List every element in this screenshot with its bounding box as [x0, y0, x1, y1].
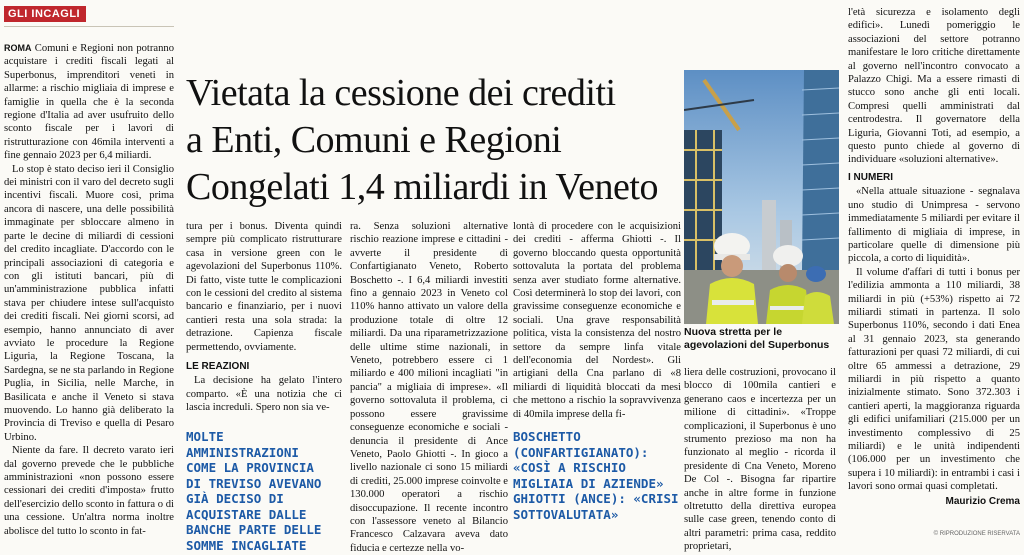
article-column-2 — [186, 220, 342, 415]
col5-paragraph-1: liera delle costruzioni, provocano il blocco di 100mila cantieri e generano caos e incertezza per un milione di cittadini». «Troppe complicazioni, il Superbonus è uno strumento prezioso ma non ha funzionato al meglio - ricorda il presidente di Cna Veneto, Moreno De Col -. Bisogna far ripartire anche in altre forme in funzione oltretutto della direttiva europea sulle case green, tenendo conto di altri parametri: prima casa, reddito proprietari, — [684, 367, 836, 553]
photo-caption: Nuova stretta per le agevolazioni del Superbonus — [684, 326, 830, 351]
pull-quote-right: BOSCHETTO (CONFARTIGIANATO): «COSÌ A RISCHIO MIGLIAIA DI AZIENDE» GHIOTTI (ANCE): «CRISI SOTTOVALUTATA» — [513, 429, 679, 522]
col6-paragraph-3: Il volume d'affari di tutti i bonus per l'edilizia ammonta a 110 miliardi, 38 miliardi in più (+53%) rispetto ai 72 miliardi stimati in partenza. Il solo Superbonus 110%, secondo i dati Enea al 31 gennaio 2023, sta generando fatturazioni per quasi 72 miliardi, di cui oltre 65 ammessi a detrazione, 29 miliardi in più rispetto a quanto inizialmente stimato. Sono 372.303 i cantieri aperti, la maggioranza riguarda gli edifici unifamiliari (215.000 per un investimento complessivo di 25 miliardi) e le unità indipendenti (106.000 per un investimento che supera i 10 miliardi): in entrambi i casi i lavori sono ormai quasi completati. — [848, 266, 1020, 493]
headline-line-1: Vietata la cessione dei crediti — [186, 72, 616, 114]
article-column-4 — [513, 220, 681, 421]
copyright-notice: © RIPRODUZIONE RISERVATA — [933, 531, 1020, 537]
col2-paragraph-2: La decisione ha gelato l'intero comparto. «È una notizia che ci lascia increduli. Spero non sia ve- — [186, 375, 342, 414]
col1-paragraph-3: Niente da fare. Il decreto varato ieri dal governo prevede che le pubbliche amministrazioni «non possono essere cessionari dei crediti d'imposta» frutto dell'esercizio dello sconto in fattura o di una cessione. Un'altra norma inoltre abolisce del tutto lo sconto in fat- — [4, 445, 174, 537]
col6-paragraph-1: l'età sicurezza e isolamento degli edifici». Lunedì pomeriggio le associazioni del settore potranno manifestare le loro critiche direttamente al governo nell'incontro convocato a Palazzo Chigi. Ma a essere rimasti di stucco sono anche gli enti locali. Compresi quelli amministrati dal centrodestra. Il governatore della Liguria, Giovanni Toti, ad esempio, a questo punto chiede al governo di individuare «soluzioni alternative». — [848, 7, 1020, 166]
section-kicker: GLI INCAGLI — [4, 6, 86, 22]
article-column-3 — [350, 220, 508, 555]
col4-paragraph-1: lontà di procedere con le acquisizioni dei crediti - afferma Ghiotti -. Il governo bloccando questa opportunità sottovaluta la portata del problema senza aver studiato forme alternative. Così determinerà lo stop dei lavori, con gravissime conseguenze economiche e sociali. Una grave responsabilità politica, vista la consistenza del nostro settore da sempre linfa vitale dell'economia del Nordest». Gli artigiani della Cna parlano di «8 miliardi di liquidità bloccati da mesi che mettono a rischio la sopravvivenza di 40mila imprese della fi- — [513, 221, 681, 420]
col3-paragraph-1: ra. Senza soluzioni alternative rischio reazione imprese e cittadini - avverte il presidente di Confartigianato Veneto, Roberto Boschetto -. I 6,4 miliardi investiti fino a gennaio 2023 in Veneto col 110% hanno attivato un valore della produzione totale di oltre 12 miliardi. Da una riparametrizzazione delle ultime stime nazionali, in Veneto, potrebbero essere ci 1 miliardo e 400 milioni incagliati "in pancia" a migliaia di imprese». «Il governo sottovaluta il problema, ci possono essere gravissime conseguenze economiche e sociali - denuncia il presidente di Ance Veneto, Paolo Ghiotti -. In gioco a livello nazionale ci sono 15 miliardi di crediti, 25.000 imprese coinvolte e 130.000 operatori a rischio disoccupazione. Il recente incontro con l'assessore veneto al Bilancio Francesco Calzavara aveva dato fiducia e certezze nella vo- — [350, 221, 508, 554]
col6-paragraph-2: «Nella attuale situazione - segnalava uno studio di Unimpresa - servono immediatamente 5 miliardi per evitare il fallimento di migliaia di imprese, in particolare quelle di dimensione più piccola, a corto di liquidità». — [848, 186, 1020, 265]
article-column-1 — [4, 42, 174, 538]
pull-quote-left: MOLTE AMMINISTRAZIONI COME LA PROVINCIA DI TREVISO AVEVANO GIÀ DECISO DI ACQUISTARE DALLE BANCHE PARTE DELLE SOMME INCAGLIATE — [186, 429, 322, 553]
dateline: ROMA — [4, 43, 32, 53]
subhead-numeri: I NUMERI — [848, 171, 893, 183]
article-column-6 — [848, 6, 1020, 508]
col1-paragraph-1: Comuni e Regioni non potranno acquistare i crediti fiscali legati al Superbonus, imprenditori veneti in allarme: a rischio migliaia di imprese e famiglie in quella che è la seconda regione d'Italia ad aver usufruito dello sconto fiscale per i lavori di ristrutturazione con 46mila interventi a fine gennaio 2023 per 6,4 miliardi. — [4, 43, 174, 162]
subhead-reazioni: LE REAZIONI — [186, 361, 250, 373]
construction-workers-image — [684, 70, 839, 324]
col2-paragraph-1: tura per i bonus. Diventa quindi sempre più complicato ristrutturare casa in versione green con le agevolazioni del Superbonus 110%. Di fatto, viste tutte le complicazioni con le cessioni del credito al sistema bancario e finanziario, per i nuovi cantieri resta una sola strada: la detrazione. Capienza fiscale permettendo, ovviamente. — [186, 221, 342, 353]
kicker-rule — [4, 26, 174, 27]
headline-line-2: a Enti, Comuni e Regioni — [186, 119, 562, 161]
headline — [186, 70, 680, 211]
article-column-5 — [684, 366, 836, 554]
headline-line-3: Congelati 1,4 miliardi in Veneto — [186, 166, 658, 208]
col1-paragraph-2: Lo stop è stato deciso ieri il Consiglio dei ministri con il varo del decreto sugli incentivi fiscali. Muore così, prima ancora di nascere, una delle possibilità immaginate per sbloccare almeno in parte le decine di miliardi di cessioni del credito incagliate. D'accordo con le principali associazioni di categoria e con gli istituti bancari, più di un'amministrazione pubblica infatti stava per chiudere intese sull'acquisto dei crediti fiscali. Nei giorni scorsi, ad esempio, hanno annunciato di aver avviato le procedure la Regione Liguria, la Regione Toscana, la Sardegna, se ne sta parlando in Regione Puglia, in Sicilia, nelle Marche, in Basilicata e anche il Veneto si stava muovendo. Lo hanno già deliberato la Provincia di Treviso e quella di Pesaro Urbino. — [4, 163, 174, 443]
construction-photo — [684, 70, 839, 324]
author-signature: Maurizio Crema — [945, 495, 1020, 507]
